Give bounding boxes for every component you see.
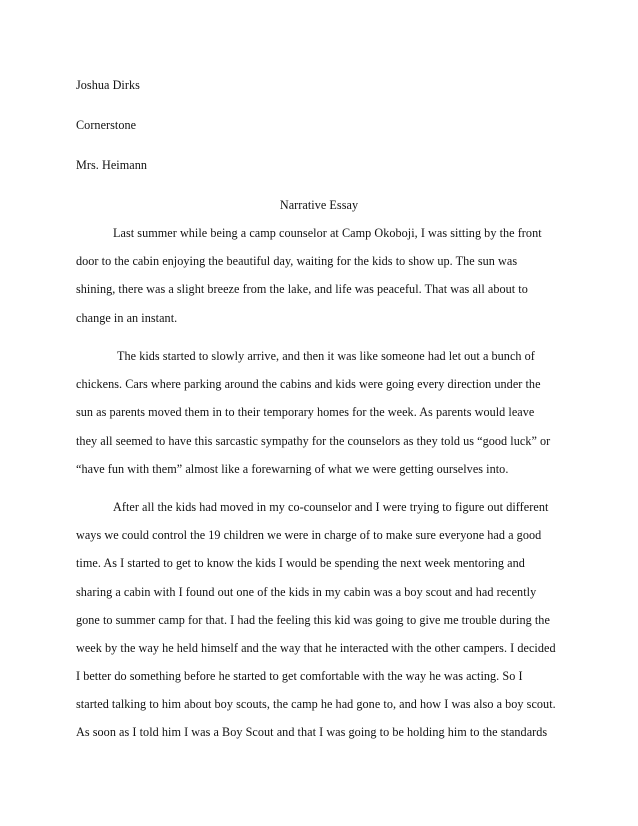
paragraph-2-line-1: The kids started to slowly arrive, and then it was like someone had let out a bunch of [117,349,535,363]
paragraph-1-line-4: change in an instant. [76,311,178,325]
paragraph-3-line-8: started talking to him about boy scouts, the camp he had gone to, and how I was also a boy scout. [76,697,556,711]
author-name: Joshua Dirks [76,78,140,92]
paragraph-3-line-2: ways we could control the 19 children we were in charge of to make sure everyone had a good [76,528,542,542]
paragraph-3-line-5: gone to summer camp for that. I had the feeling this kid was going to give me trouble during the [76,613,550,627]
paragraph-2-line-2: chickens. Cars where parking around the cabins and kids were going every direction under the [76,377,541,391]
paragraph-3-line-1: After all the kids had moved in my co-counselor and I were trying to figure out different [113,500,549,514]
paragraph-3-line-4: sharing a cabin with I found out one of the kids in my cabin was a boy scout and had recently [76,585,537,599]
paragraph-3-line-9: As soon as I told him I was a Boy Scout and that I was going to be holding him to the standards [76,725,548,739]
paragraph-1-line-1: Last summer while being a camp counselor at Camp Okoboji, I was sitting by the front [113,226,542,240]
essay-title: Narrative Essay [279,198,359,212]
paragraph-3-line-3: time. As I started to get to know the kids I would be spending the next week mentoring and [76,556,525,570]
paragraph-3-line-7: I better do something before he started to get comfortable with the way he was acting. So I [76,669,523,683]
teacher-name: Mrs. Heimann [76,158,148,172]
paragraph-2-line-5: “have fun with them” almost like a forewarning of what we were getting ourselves into. [76,462,509,476]
course-name: Cornerstone [76,118,137,132]
paragraph-3-line-6: week by the way he held himself and the way that he interacted with the other campers. I decided [76,641,556,655]
paragraph-2-line-3: sun as parents moved them in to their temporary homes for the week. As parents would leave [76,405,535,419]
paragraph-1-line-2: door to the cabin enjoying the beautiful day, waiting for the kids to show up. The sun was [76,254,518,268]
paragraph-2-line-4: they all seemed to have this sarcastic sympathy for the counselors as they told us “good luck” or [76,434,551,448]
paragraph-1-line-3: shining, there was a slight breeze from the lake, and life was peaceful. That was all about to [76,282,528,296]
